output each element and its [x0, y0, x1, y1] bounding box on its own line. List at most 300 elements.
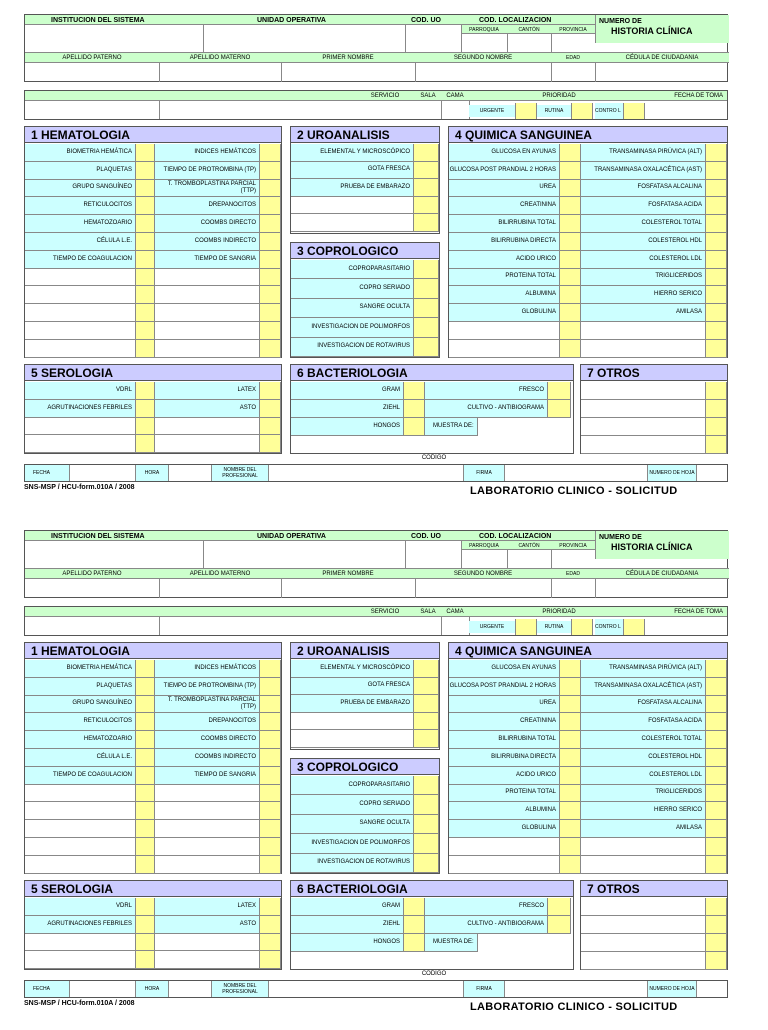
sero-left-label: VDRL — [25, 382, 135, 400]
copro-check[interactable] — [413, 279, 439, 298]
primer-nombre-label: PRIMER NOMBRE — [322, 54, 374, 61]
hema-left-check[interactable] — [135, 713, 155, 731]
hema-left-check[interactable] — [135, 856, 155, 874]
copro-label: INVESTIGACION DE POLIMORFOS — [291, 318, 413, 337]
copro-check[interactable] — [413, 338, 439, 357]
otros-check[interactable] — [705, 952, 727, 970]
uro-check[interactable] — [413, 730, 439, 748]
qui-right-label: TRANSAMINASA PIRÚVICA (ALT) — [581, 660, 705, 678]
qui-left-check[interactable] — [559, 197, 581, 215]
hema-left-check[interactable] — [135, 322, 155, 340]
qui-right-label: FOSFATASA ALCALINA — [581, 696, 705, 714]
hema-right-check[interactable] — [259, 340, 281, 358]
bac-right-check[interactable] — [547, 400, 571, 418]
sero-left-check[interactable] — [135, 435, 155, 453]
qui-left-check[interactable] — [559, 785, 581, 803]
qui-right-label: COLESTEROL HDL — [581, 749, 705, 767]
qui-left-label — [449, 322, 559, 340]
bac-right-check[interactable] — [547, 382, 571, 400]
prioridad-label: PRIORIDAD — [542, 92, 576, 99]
hema-left-label: HEMATOZOARIO — [25, 731, 135, 749]
hema-left-check[interactable] — [135, 731, 155, 749]
uro-label — [291, 730, 413, 748]
hema-left-check[interactable] — [135, 838, 155, 856]
parroquia-label: PARROQUIA — [469, 26, 499, 33]
sero-left-check[interactable] — [135, 916, 155, 934]
uro-check[interactable] — [413, 678, 439, 696]
segundo-nombre-label: SEGUNDO NOMBRE — [453, 54, 513, 61]
muestra-label: MUESTRA DE: — [425, 934, 477, 952]
qui-right-check[interactable] — [705, 731, 727, 749]
qui-right-check[interactable] — [705, 660, 727, 678]
qui-right-label: FOSFATASA ACIDA — [581, 713, 705, 731]
qui-right-label: HIERRO SERICO — [581, 802, 705, 820]
parroquia-label: PARROQUIA — [469, 542, 499, 549]
qui-right-check[interactable] — [705, 180, 727, 198]
hema-left-label — [25, 340, 135, 358]
sero-left-check[interactable] — [135, 898, 155, 916]
hema-right-check[interactable] — [259, 215, 281, 233]
hema-left-label — [25, 856, 135, 874]
hema-left-check[interactable] — [135, 767, 155, 785]
coprologico-section — [290, 242, 440, 358]
quimica-section — [448, 642, 728, 874]
hema-left-check[interactable] — [135, 215, 155, 233]
firma-label: FIRMA — [464, 981, 504, 997]
hema-left-check[interactable] — [135, 197, 155, 215]
hema-left-label: BIOMETRIA HEMÁTICA — [25, 144, 135, 162]
bac-left-check[interactable] — [403, 418, 425, 436]
bac-right-label: CULTIVO - ANTIBIOGRAMA — [425, 916, 547, 934]
hema-left-check[interactable] — [135, 749, 155, 767]
hema-right-label: DREPANOCITOS — [155, 197, 259, 215]
copro-check[interactable] — [413, 795, 439, 814]
rutina-label: RUTINA — [537, 621, 571, 633]
bac-left-check[interactable] — [403, 916, 425, 934]
historia-label: HISTORIA CLÍNICA — [611, 541, 693, 552]
rutina-check[interactable] — [571, 103, 593, 119]
qui-left-check[interactable] — [559, 838, 581, 856]
edad-label: EDAD — [566, 55, 580, 61]
copro-label: SANGRE OCULTA — [291, 815, 413, 834]
rutina-check[interactable] — [571, 619, 593, 635]
hema-left-check[interactable] — [135, 696, 155, 714]
numero-de-label: NUMERO DE — [599, 17, 642, 25]
lab-request-form — [24, 14, 728, 514]
sero-left-label: AGRUTINACIONES FEBRILES — [25, 916, 135, 934]
cama-label: CAMA — [446, 92, 464, 99]
segundo-nombre-label: SEGUNDO NOMBRE — [453, 570, 513, 577]
otros-check[interactable] — [705, 400, 727, 418]
hema-left-label — [25, 820, 135, 838]
patient-header — [24, 530, 728, 598]
uro-label: PRUEBA DE EMBARAZO — [291, 695, 413, 713]
hema-right-check[interactable] — [259, 820, 281, 838]
primer-nombre-label: PRIMER NOMBRE — [322, 570, 374, 577]
prioridad-label: PRIORIDAD — [542, 608, 576, 615]
qui-right-check[interactable] — [705, 322, 727, 340]
sero-right-label: ASTO — [155, 916, 259, 934]
qui-left-check[interactable] — [559, 251, 581, 269]
copro-check[interactable] — [413, 776, 439, 795]
hema-right-check[interactable] — [259, 678, 281, 696]
qui-right-check[interactable] — [705, 856, 727, 874]
qui-left-label: UREA — [449, 180, 559, 198]
qui-left-check[interactable] — [559, 269, 581, 287]
qui-left-check[interactable] — [559, 856, 581, 874]
provincia-label: PROVINCIA — [559, 26, 587, 33]
hema-right-check[interactable] — [259, 731, 281, 749]
sero-right-check[interactable] — [259, 382, 281, 400]
hema-right-label: COOMBS DIRECTO — [155, 731, 259, 749]
uroanalisis-title: 2 UROANALISIS — [291, 643, 439, 659]
hema-right-label: INDICES HEMÁTICOS — [155, 144, 259, 162]
hema-right-check[interactable] — [259, 197, 281, 215]
qui-right-check[interactable] — [705, 713, 727, 731]
serologia-section — [24, 364, 282, 454]
otros-check[interactable] — [705, 898, 727, 916]
hema-left-label: GRUPO SANGUÍNEO — [25, 180, 135, 198]
qui-left-label — [449, 838, 559, 856]
canton-label: CANTÓN — [518, 542, 540, 549]
sero-right-label — [155, 951, 259, 969]
hema-left-check[interactable] — [135, 304, 155, 322]
hema-right-label — [155, 856, 259, 874]
hema-right-check[interactable] — [259, 713, 281, 731]
copro-check[interactable] — [413, 318, 439, 337]
qui-right-check[interactable] — [705, 802, 727, 820]
qui-left-check[interactable] — [559, 233, 581, 251]
hema-left-label: CÉLULA L.E. — [25, 749, 135, 767]
hora-label: HORA — [136, 981, 168, 997]
canton-label: CANTÓN — [518, 26, 540, 33]
copro-check[interactable] — [413, 299, 439, 318]
otros-check[interactable] — [705, 382, 727, 400]
qui-right-label: HIERRO SERICO — [581, 286, 705, 304]
hema-left-check[interactable] — [135, 820, 155, 838]
unidad-label: UNIDAD OPERATIVA — [257, 532, 326, 540]
codigo-label: CODIGO — [421, 455, 447, 461]
cedula-label: CÉDULA DE CIUDADANIA — [625, 54, 699, 61]
qui-left-check[interactable] — [559, 696, 581, 714]
qui-right-check[interactable] — [705, 340, 727, 358]
hema-right-label: TIEMPO DE SANGRIA — [155, 767, 259, 785]
hema-right-label: DREPANOCITOS — [155, 713, 259, 731]
copro-label: INVESTIGACION DE ROTAVIRUS — [291, 854, 413, 873]
copro-label: SANGRE OCULTA — [291, 299, 413, 318]
hema-left-check[interactable] — [135, 286, 155, 304]
qui-right-label: COLESTEROL TOTAL — [581, 215, 705, 233]
hema-right-check[interactable] — [259, 233, 281, 251]
qui-right-check[interactable] — [705, 233, 727, 251]
bac-left-check[interactable] — [403, 400, 425, 418]
hema-right-check[interactable] — [259, 162, 281, 180]
copro-check[interactable] — [413, 815, 439, 834]
cedula-label: CÉDULA DE CIUDADANIA — [625, 570, 699, 577]
qui-left-label: UREA — [449, 696, 559, 714]
quimica-title: 4 QUIMICA SANGUINEA — [449, 643, 727, 659]
hema-right-label: COOMBS INDIRECTO — [155, 749, 259, 767]
bac-left-check[interactable] — [403, 382, 425, 400]
qui-left-check[interactable] — [559, 820, 581, 838]
sero-left-check[interactable] — [135, 382, 155, 400]
cod-uo-label: COD. UO — [411, 16, 441, 24]
hema-right-check[interactable] — [259, 856, 281, 874]
hema-right-label: T. TROMBOPLASTINA PARCIAL (TTP) — [155, 180, 259, 198]
rutina-label: RUTINA — [537, 105, 571, 117]
copro-check[interactable] — [413, 854, 439, 873]
otros-title: 7 OTROS — [581, 881, 727, 897]
hema-right-check[interactable] — [259, 696, 281, 714]
bac-right-label: FRESCO — [425, 898, 547, 916]
urgente-check[interactable] — [515, 103, 537, 119]
otros-check[interactable] — [705, 934, 727, 952]
hema-left-check[interactable] — [135, 144, 155, 162]
sero-left-check[interactable] — [135, 934, 155, 952]
uro-check[interactable] — [413, 214, 439, 232]
hema-right-label — [155, 785, 259, 803]
qui-left-check[interactable] — [559, 713, 581, 731]
hema-left-label — [25, 785, 135, 803]
hema-left-check[interactable] — [135, 660, 155, 678]
qui-right-check[interactable] — [705, 749, 727, 767]
qui-right-label: COLESTEROL LDL — [581, 767, 705, 785]
qui-right-check[interactable] — [705, 215, 727, 233]
qui-left-check[interactable] — [559, 286, 581, 304]
sero-left-check[interactable] — [135, 418, 155, 436]
sero-left-label: VDRL — [25, 898, 135, 916]
hema-right-check[interactable] — [259, 286, 281, 304]
sero-right-check[interactable] — [259, 898, 281, 916]
hema-left-check[interactable] — [135, 785, 155, 803]
qui-right-check[interactable] — [705, 820, 727, 838]
control-check[interactable] — [623, 103, 645, 119]
qui-left-check[interactable] — [559, 678, 581, 696]
bac-left-label: ZIEHL — [291, 400, 403, 418]
qui-right-label: COLESTEROL TOTAL — [581, 731, 705, 749]
qui-left-check[interactable] — [559, 749, 581, 767]
qui-right-check[interactable] — [705, 197, 727, 215]
otros-label — [581, 934, 705, 952]
hora-label: HORA — [136, 465, 168, 481]
qui-left-label — [449, 856, 559, 874]
hema-left-label — [25, 304, 135, 322]
hema-left-check[interactable] — [135, 269, 155, 287]
urgente-check[interactable] — [515, 619, 537, 635]
qui-left-check[interactable] — [559, 731, 581, 749]
hematologia-title: 1 HEMATOLOGIA — [25, 127, 281, 143]
qui-right-label: AMILASA — [581, 820, 705, 838]
sero-left-check[interactable] — [135, 400, 155, 418]
coprologico-title: 3 COPROLOGICO — [291, 243, 439, 259]
qui-right-label: TRANSAMINASA PIRÚVICA (ALT) — [581, 144, 705, 162]
qui-left-label: ALBUMINA — [449, 286, 559, 304]
sero-right-label: LATEX — [155, 898, 259, 916]
hema-left-label: PLAQUETAS — [25, 678, 135, 696]
control-check[interactable] — [623, 619, 645, 635]
otros-check[interactable] — [705, 916, 727, 934]
sero-right-check[interactable] — [259, 400, 281, 418]
qui-left-check[interactable] — [559, 660, 581, 678]
hema-left-check[interactable] — [135, 251, 155, 269]
qui-right-check[interactable] — [705, 162, 727, 180]
hema-right-check[interactable] — [259, 304, 281, 322]
otros-section — [580, 364, 728, 454]
muestra-field[interactable] — [477, 418, 573, 436]
qui-left-label: PROTEINA TOTAL — [449, 269, 559, 287]
qui-right-check[interactable] — [705, 767, 727, 785]
servicio-label: SERVICIO — [370, 608, 400, 615]
urgente-label: URGENTE — [469, 621, 515, 633]
qui-right-check[interactable] — [705, 785, 727, 803]
uro-check[interactable] — [413, 144, 439, 162]
hema-right-check[interactable] — [259, 180, 281, 198]
uro-check[interactable] — [413, 713, 439, 731]
sero-right-check[interactable] — [259, 916, 281, 934]
muestra-label: MUESTRA DE: — [425, 418, 477, 436]
qui-right-check[interactable] — [705, 678, 727, 696]
uro-check[interactable] — [413, 695, 439, 713]
hema-right-label: INDICES HEMÁTICOS — [155, 660, 259, 678]
otros-check[interactable] — [705, 436, 727, 454]
qui-left-label: ACIDO URICO — [449, 767, 559, 785]
fecha-label: FECHA — [25, 981, 69, 997]
hema-right-label: COOMBS DIRECTO — [155, 215, 259, 233]
sero-right-check[interactable] — [259, 951, 281, 969]
qui-right-check[interactable] — [705, 696, 727, 714]
qui-left-label: BILIRRUBINA TOTAL — [449, 215, 559, 233]
footer-row — [24, 980, 728, 998]
uro-check[interactable] — [413, 179, 439, 197]
hema-right-check[interactable] — [259, 785, 281, 803]
qui-left-check[interactable] — [559, 180, 581, 198]
uro-label — [291, 713, 413, 731]
hema-right-label: COOMBS INDIRECTO — [155, 233, 259, 251]
qui-right-check[interactable] — [705, 286, 727, 304]
hema-right-check[interactable] — [259, 251, 281, 269]
hema-left-check[interactable] — [135, 678, 155, 696]
uro-label — [291, 197, 413, 215]
hema-right-label — [155, 802, 259, 820]
muestra-field[interactable] — [477, 934, 573, 952]
hema-left-check[interactable] — [135, 340, 155, 358]
qui-left-check[interactable] — [559, 215, 581, 233]
qui-left-check[interactable] — [559, 802, 581, 820]
hema-right-check[interactable] — [259, 660, 281, 678]
codigo-label: CODIGO — [421, 971, 447, 977]
sero-left-check[interactable] — [135, 951, 155, 969]
bac-left-label: ZIEHL — [291, 916, 403, 934]
qui-right-check[interactable] — [705, 304, 727, 322]
hema-left-check[interactable] — [135, 802, 155, 820]
firma-label: FIRMA — [464, 465, 504, 481]
bac-right-check[interactable] — [547, 916, 571, 934]
bac-left-check[interactable] — [403, 934, 425, 952]
sero-right-check[interactable] — [259, 435, 281, 453]
hema-right-check[interactable] — [259, 322, 281, 340]
patient-header — [24, 14, 728, 82]
uro-label: GOTA FRESCA — [291, 678, 413, 696]
qui-left-label: BILIRRUBINA DIRECTA — [449, 749, 559, 767]
copro-label: INVESTIGACION DE ROTAVIRUS — [291, 338, 413, 357]
hema-right-label — [155, 838, 259, 856]
sero-right-check[interactable] — [259, 934, 281, 952]
uro-check[interactable] — [413, 197, 439, 215]
request-row — [24, 90, 728, 120]
hema-right-label: T. TROMBOPLASTINA PARCIAL (TTP) — [155, 696, 259, 714]
sero-left-label — [25, 934, 135, 952]
qui-left-label: ACIDO URICO — [449, 251, 559, 269]
qui-right-check[interactable] — [705, 269, 727, 287]
qui-left-check[interactable] — [559, 322, 581, 340]
qui-left-check[interactable] — [559, 340, 581, 358]
hema-right-label — [155, 322, 259, 340]
copro-check[interactable] — [413, 260, 439, 279]
provincia-label: PROVINCIA — [559, 542, 587, 549]
qui-left-label: GLUCOSA POST PRANDIAL 2 HORAS — [449, 678, 559, 696]
cod-localizacion-label: COD. LOCALIZACION — [479, 16, 552, 24]
fecha-toma-label: FECHA DE TOMA — [674, 608, 723, 615]
qui-left-label — [449, 340, 559, 358]
qui-right-check[interactable] — [705, 144, 727, 162]
hema-left-check[interactable] — [135, 180, 155, 198]
hema-right-check[interactable] — [259, 802, 281, 820]
uro-check[interactable] — [413, 660, 439, 678]
nombre-profesional-label: NOMBRE DEL PROFESIONAL — [212, 465, 268, 481]
bac-right-check[interactable] — [547, 898, 571, 916]
copro-check[interactable] — [413, 834, 439, 853]
hema-right-check[interactable] — [259, 838, 281, 856]
qui-left-label: CREATININA — [449, 197, 559, 215]
urgente-label: URGENTE — [469, 105, 515, 117]
uro-label: ELEMENTAL Y MICROSCÓPICO — [291, 660, 413, 678]
qui-left-label: ALBUMINA — [449, 802, 559, 820]
hema-left-check[interactable] — [135, 162, 155, 180]
qui-right-label — [581, 856, 705, 874]
bacteriologia-title: 6 BACTERIOLOGIA — [291, 365, 573, 381]
lab-request-form — [24, 530, 728, 1030]
hema-right-check[interactable] — [259, 749, 281, 767]
qui-right-check[interactable] — [705, 838, 727, 856]
qui-right-check[interactable] — [705, 251, 727, 269]
bac-left-check[interactable] — [403, 898, 425, 916]
uro-check[interactable] — [413, 162, 439, 180]
hema-right-check[interactable] — [259, 767, 281, 785]
qui-left-check[interactable] — [559, 162, 581, 180]
qui-left-label: GLUCOSA EN AYUNAS — [449, 660, 559, 678]
hema-left-label — [25, 322, 135, 340]
hematologia-section — [24, 126, 282, 358]
qui-left-check[interactable] — [559, 767, 581, 785]
hema-left-label — [25, 269, 135, 287]
qui-left-label: GLOBULINA — [449, 304, 559, 322]
hema-left-check[interactable] — [135, 233, 155, 251]
otros-check[interactable] — [705, 418, 727, 436]
hema-right-label — [155, 340, 259, 358]
bacteriologia-section — [290, 880, 574, 970]
copro-label: COPRO SERIADO — [291, 795, 413, 814]
qui-left-check[interactable] — [559, 304, 581, 322]
serologia-title: 5 SEROLOGIA — [25, 365, 281, 381]
cod-localizacion-label: COD. LOCALIZACION — [479, 532, 552, 540]
qui-left-check[interactable] — [559, 144, 581, 162]
hema-right-check[interactable] — [259, 269, 281, 287]
sero-right-check[interactable] — [259, 418, 281, 436]
edad-label: EDAD — [566, 571, 580, 577]
hema-right-check[interactable] — [259, 144, 281, 162]
hema-left-label — [25, 838, 135, 856]
sero-left-label — [25, 435, 135, 453]
